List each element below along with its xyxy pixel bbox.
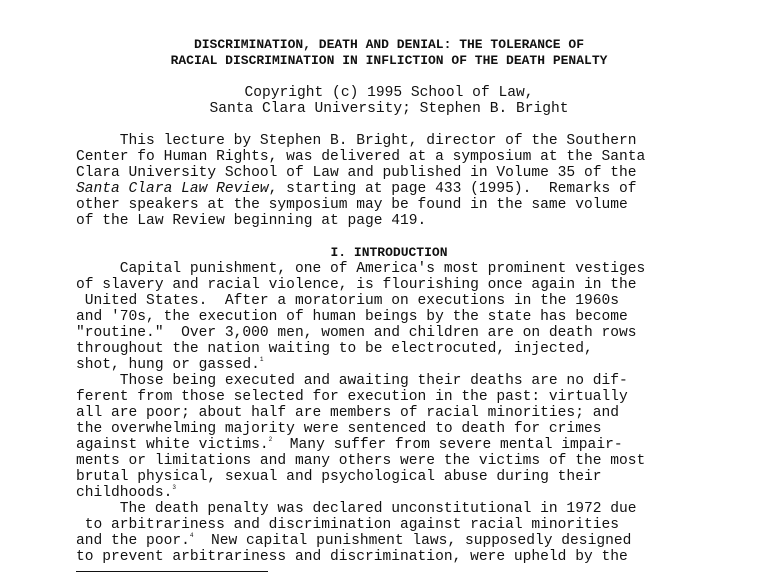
document-title-line-1: DISCRIMINATION, DEATH AND DENIAL: THE TOLERANCE OF [193,37,585,52]
paragraph-line [76,533,631,549]
paragraph-line: United States. After a moratorium on executions in the 1960s [76,293,619,309]
intro-note-line: Clara University School of Law and published in Volume 35 of the [76,165,637,181]
paragraph-line: Those being executed and awaiting their deaths are no dif- [76,373,628,389]
paragraph-line: to arbitrariness and discrimination against racial minorities [76,517,619,533]
copyright-line-1: Copyright (c) 1995 School of Law, [244,85,534,101]
intro-note-line [76,181,637,197]
paragraph-line: the overwhelming majority were sentenced to death for crimes [76,421,602,437]
paragraph-text: and the poor. [76,533,190,549]
paragraph-text: shot, hung or gassed. [76,357,260,373]
paragraph-line: throughout the nation waiting to be electrocuted, injected, [76,341,593,357]
copyright-line-2: Santa Clara University; Stephen B. Bright [209,101,569,117]
intro-note-line: This lecture by Stephen B. Bright, director of the Southern [76,133,637,149]
paragraph-line: "routine." Over 3,000 men, women and children are on death rows [76,325,637,341]
section-heading: I. INTRODUCTION [330,245,448,260]
paragraph-text: against white victims. [76,437,269,453]
footnote-marker-4[interactable]: 4 [189,532,194,539]
paragraph-line: to prevent arbitrariness and discrimination, were upheld by the [76,549,628,565]
intro-note-line: other speakers at the symposium may be found in the same volume [76,197,628,213]
paragraph-line: ferent from those selected for execution in the past: virtually [76,389,628,405]
intro-note-line: Center fo Human Rights, was delivered at a symposium at the Santa [76,149,646,165]
paragraph-line: all are poor; about half are members of racial minorities; and [76,405,619,421]
paragraph-line: The death penalty was declared unconstitutional in 1972 due [76,501,637,517]
intro-note-line: of the Law Review beginning at page 419. [76,213,427,229]
paragraph-text: childhoods. [76,485,173,501]
paragraph-line [76,357,264,373]
paragraph-line [76,485,176,501]
paragraph-line: and '70s, the execution of human beings by the state has become [76,309,628,325]
paragraph-line: Capital punishment, one of America's most prominent vestiges [76,261,646,277]
intro-note-text: , starting at page 433 (1995). Remarks of [268,181,637,197]
document-title-line-2: RACIAL DISCRIMINATION IN INFLICTION OF THE DEATH PENALTY [170,53,608,68]
footnote-marker-1[interactable]: 1 [259,356,264,363]
footnote-separator-rule [76,571,268,572]
footnote-marker-2[interactable]: 2 [268,436,273,443]
paragraph-text: New capital punishment laws, supposedly designed [193,533,632,549]
journal-title: Santa Clara Law Review [76,181,269,197]
paragraph-line: of slavery and racial violence, is flourishing once again in the [76,277,637,293]
paragraph-line [76,437,623,453]
paragraph-text: Many suffer from severe mental impair- [272,437,623,453]
paragraph-line: brutal physical, sexual and psychological abuse during their [76,469,602,485]
footnote-marker-3[interactable]: 3 [172,484,176,491]
paragraph-line: ments or limitations and many others were the victims of the most [76,453,646,469]
